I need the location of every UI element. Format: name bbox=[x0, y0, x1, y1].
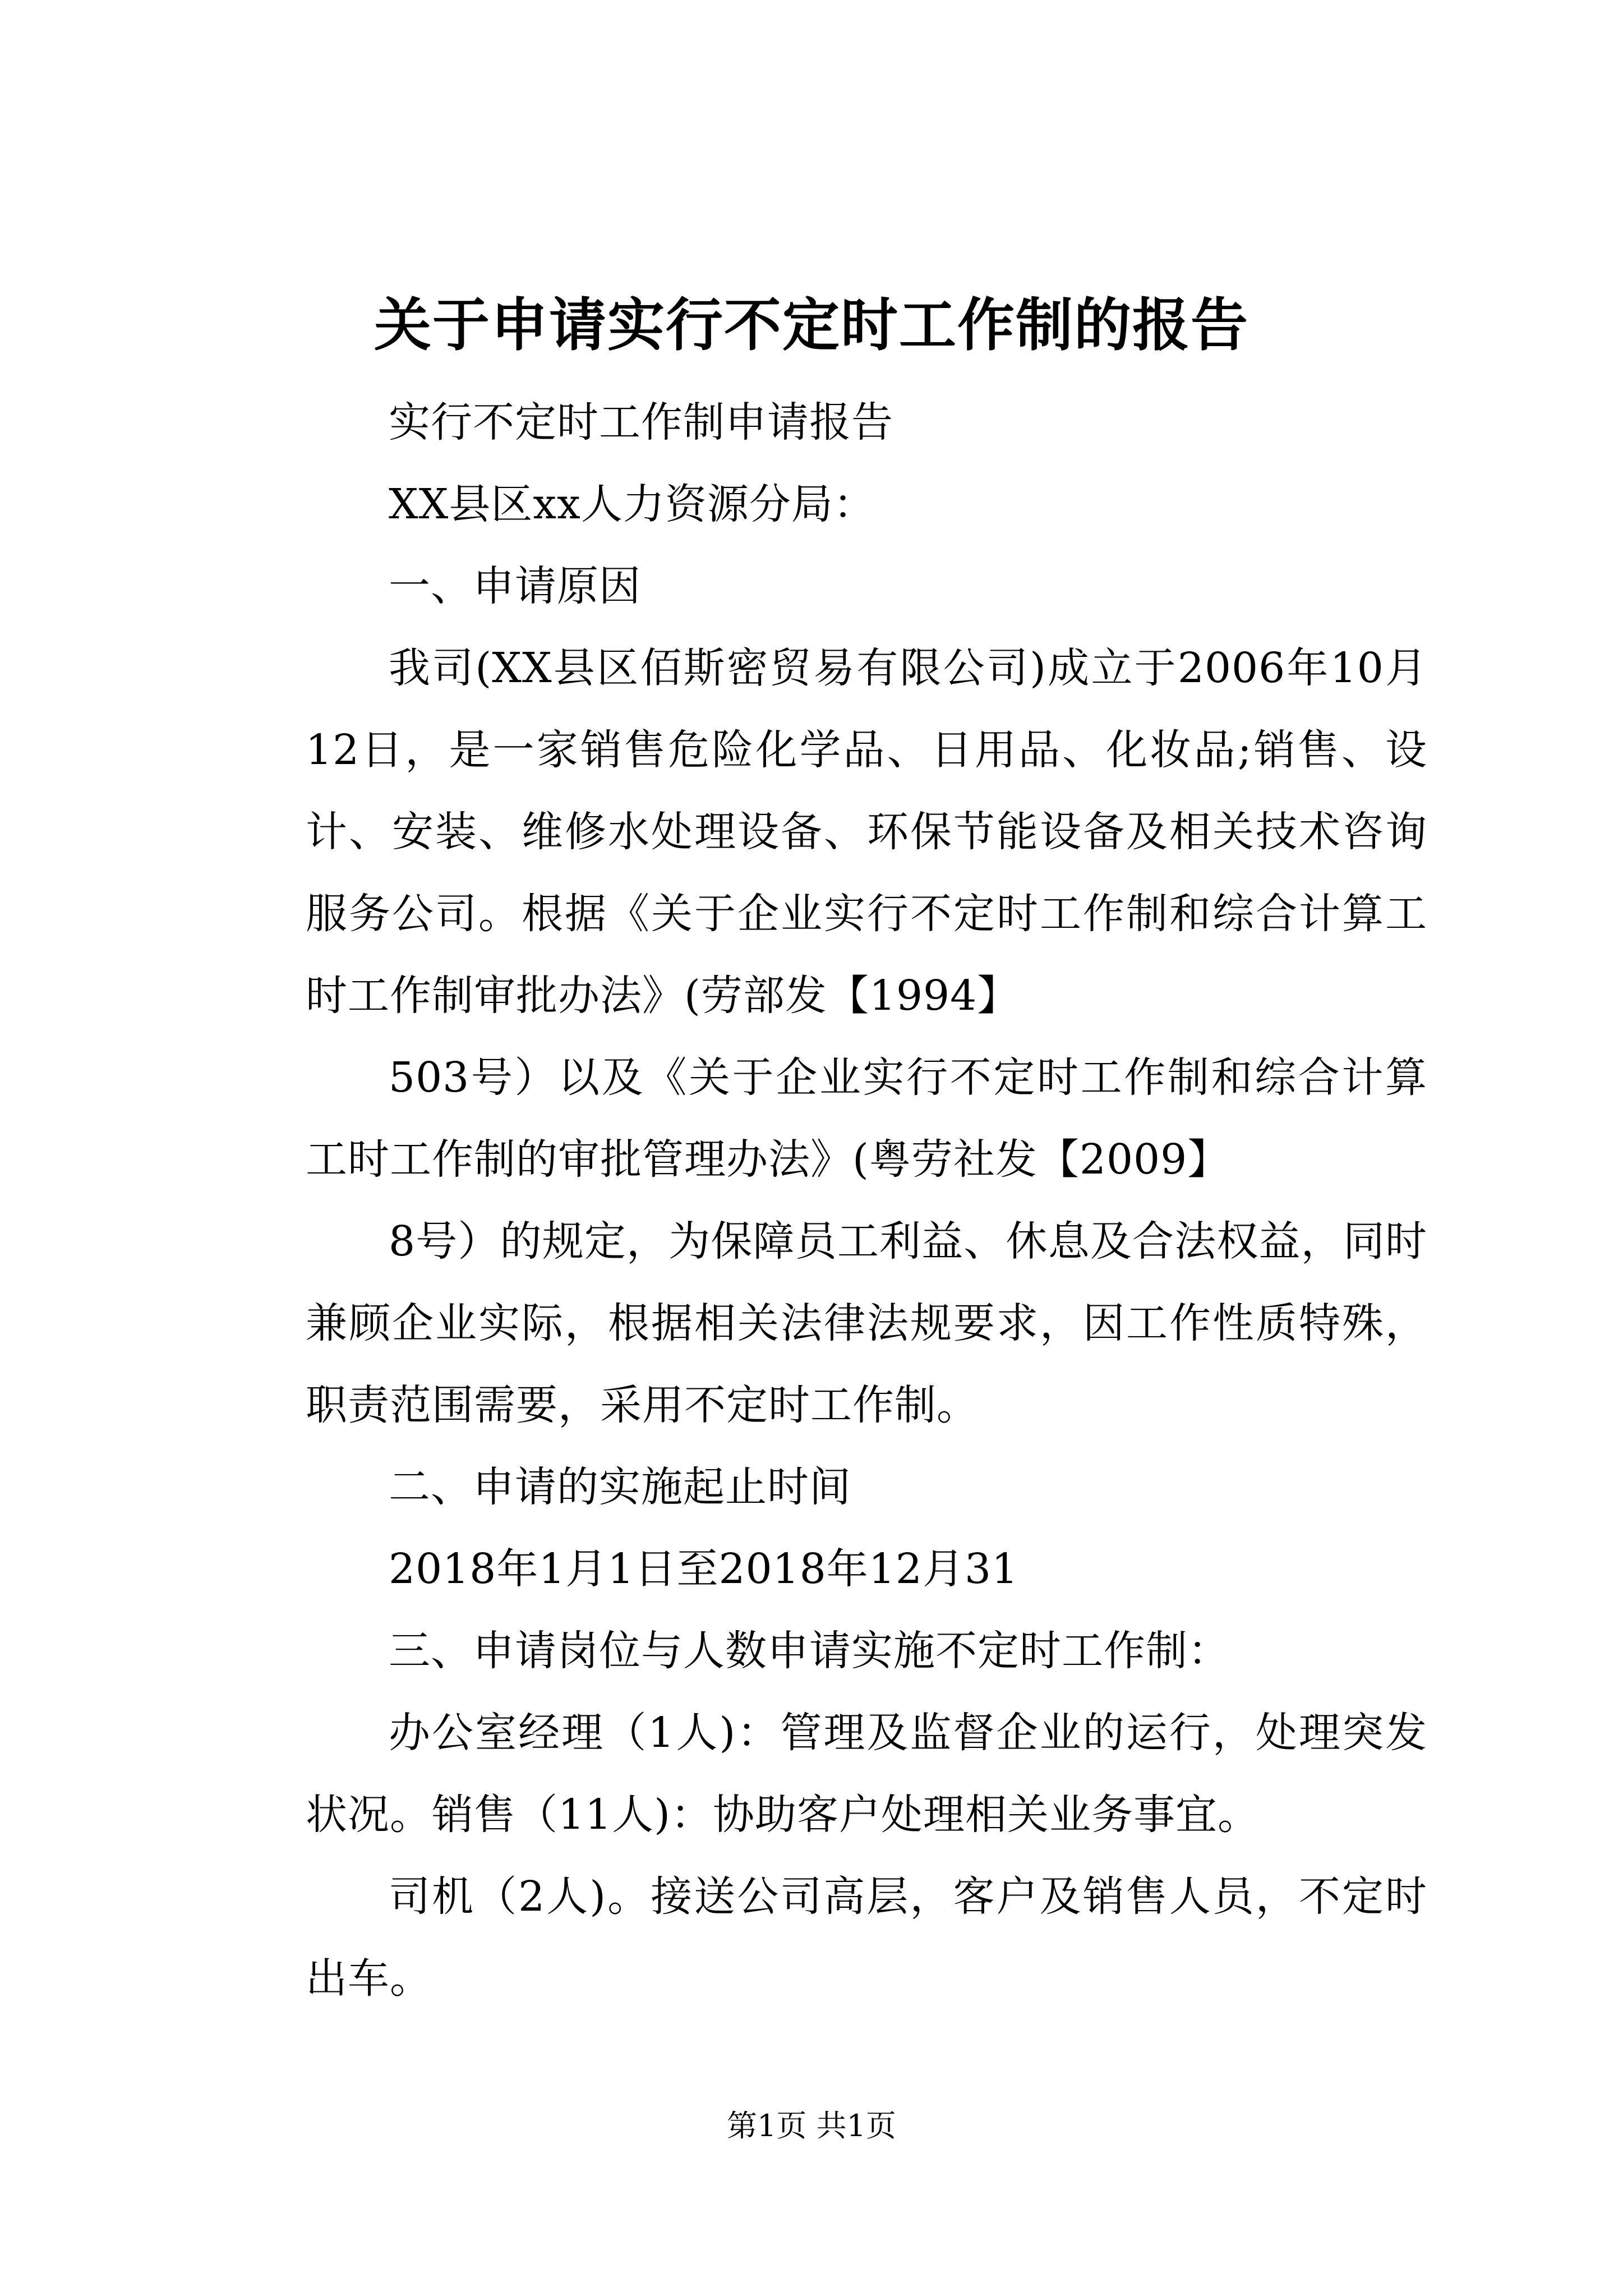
paragraph-date-range: 2018年1月1日至2018年12月31 bbox=[389, 1545, 1019, 1593]
paragraph-report-heading: 实行不定时工作制申请报告 bbox=[389, 398, 893, 447]
paragraph-company-intro: 我司(XX县区佰斯密贸易有限公司)成立于2006年10月12日，是一家销售危险化学品、日用品、化妆品;销售、设计、安装、维修水处理设备、环保节能设备及相关技术咨询服务公司。根据《关于企业实行不定时工作制和综合计算工时工作制审批办法》(劳部发【1994】 bbox=[306, 644, 1427, 1020]
paragraph-section-3-heading: 三、申请岗位与人数申请实施不定时工作制： bbox=[389, 1627, 1230, 1675]
paragraph-section-1-heading: 一、申请原因 bbox=[389, 562, 641, 610]
paragraph-positions-driver: 司机（2人)。接送公司高层，客户及销售人员，不定时出车。 bbox=[306, 1872, 1427, 2003]
paragraph-section-2-heading: 二、申请的实施起止时间 bbox=[389, 1463, 851, 1511]
paragraph-regulation-purpose: 8号）的规定，为保障员工利益、休息及合法权益，同时兼顾企业实际，根据相关法律法规要求，因工作性质特殊，职责范围需要，采用不定时工作制。 bbox=[306, 1217, 1427, 1429]
document-body bbox=[306, 381, 1427, 2019]
paragraph-positions-office-sales: 办公室经理（1人)：管理及监督企业的运行，处理突发状况。销售（11人)：协助客户处理相关业务事宜。 bbox=[306, 1709, 1427, 1839]
paragraph-regulation-ref: 503号）以及《关于企业实行不定时工作制和综合计算工时工作制的审批管理办法》(粤劳社发【2009】 bbox=[306, 1053, 1427, 1184]
page-footer: 第1页 共1页 bbox=[727, 2108, 896, 2143]
paragraph-addressee: XX县区xx人力资源分局： bbox=[389, 480, 875, 528]
document-title: 关于申请实行不定时工作制的报告 bbox=[374, 292, 1249, 359]
